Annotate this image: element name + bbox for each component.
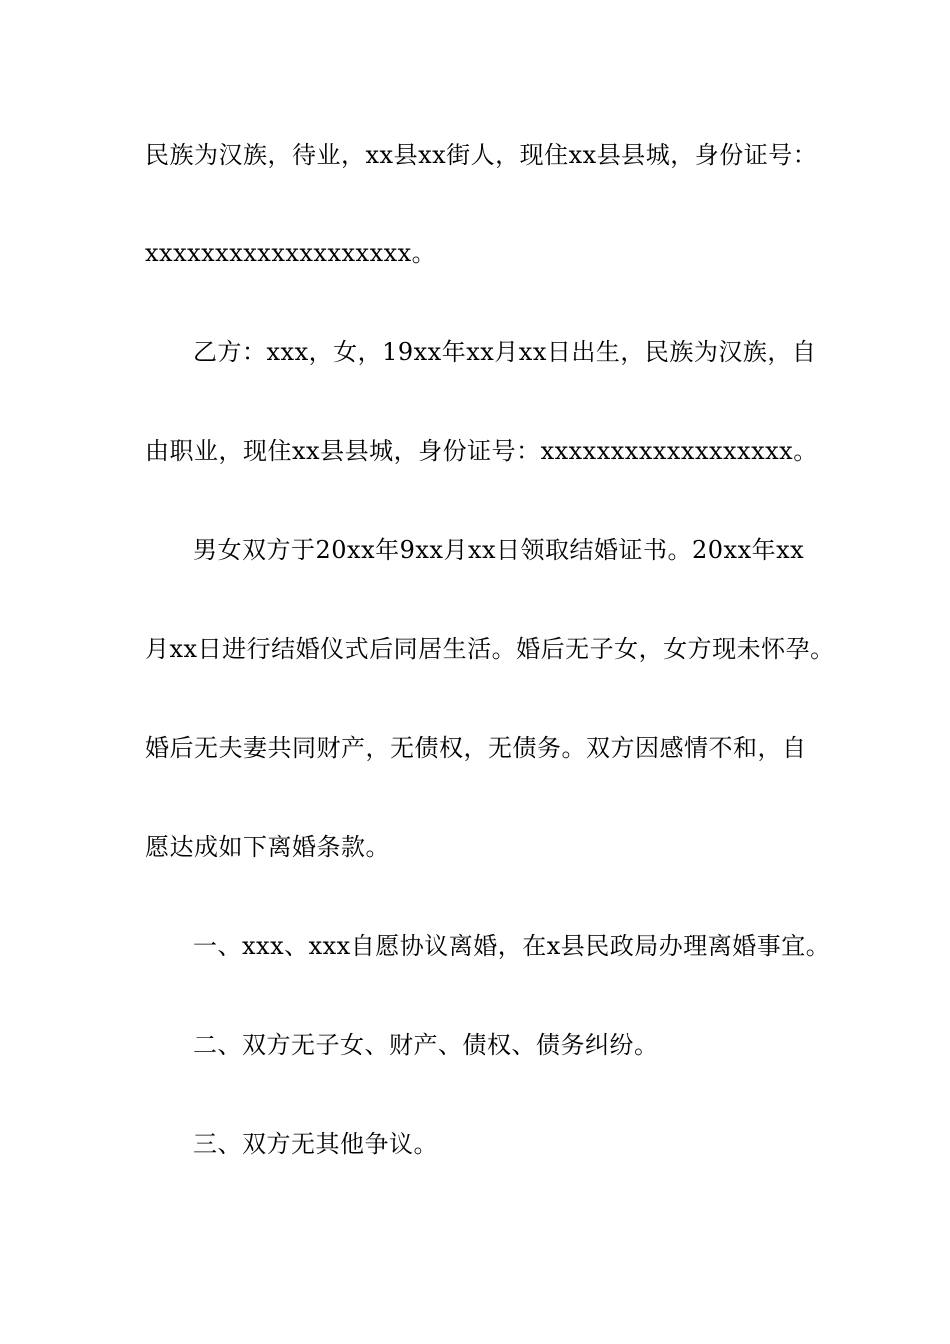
- paragraph-line: xxxxxxxxxxxxxxxxxxx。: [145, 239, 437, 267]
- paragraph-line: 由职业，现住xx县县城，身份证号：xxxxxxxxxxxxxxxxxx。: [145, 437, 818, 465]
- paragraph-line: 男女双方于20xx年9xx月xx日领取结婚证书。20xx年xx: [193, 536, 805, 564]
- clause-line: 三、双方无其他争议。: [193, 1130, 438, 1158]
- clause-line: 二、双方无子女、财产、债权、债务纠纷。: [193, 1031, 659, 1059]
- paragraph-line: 婚后无夫妻共同财产，无债权，无债务。双方因感情不和，自: [145, 734, 807, 762]
- paragraph-line: 乙方：xxx，女，19xx年xx月xx日出生，民族为汉族，自: [193, 338, 817, 366]
- paragraph-line: 民族为汉族，待业，xx县xx街人，现住xx县县城，身份证号：: [145, 141, 818, 169]
- paragraph-line: 愿达成如下离婚条款。: [145, 833, 390, 861]
- paragraph-line: 月xx日进行结婚仪式后同居生活。婚后无子女，女方现未怀孕。: [145, 635, 835, 663]
- clause-line: 一、xxx、xxx自愿协议离婚，在x县民政局办理离婚事宜。: [193, 932, 831, 960]
